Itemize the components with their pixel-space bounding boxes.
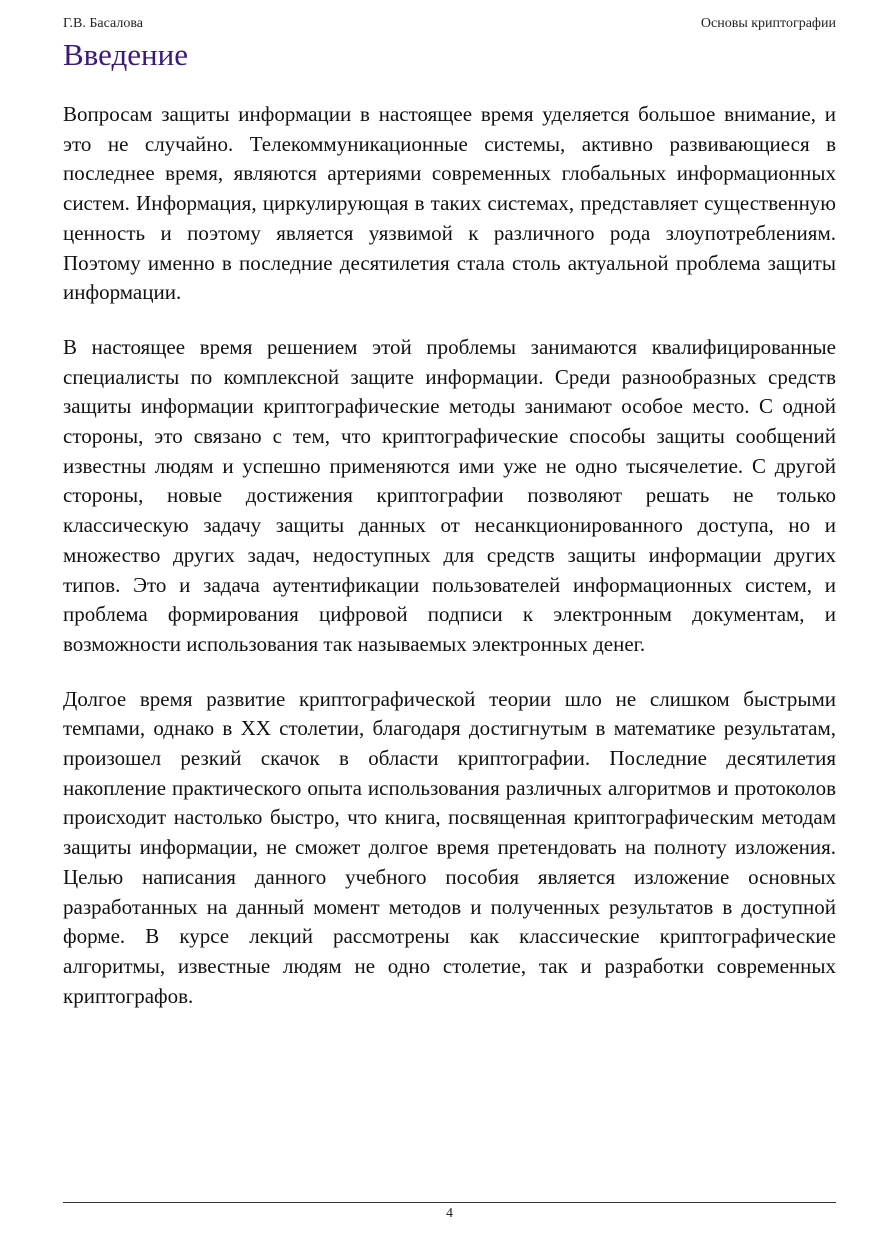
running-header (63, 16, 836, 36)
section-title: Введение (63, 37, 188, 72)
footer-divider (63, 1202, 836, 1203)
paragraph-2: В настоящее время решением этой проблемы занимаются квалифицированные специалисты по комплексной защите информации. Среди разнообразных средств защиты информации криптографические методы занимают особое место. С одной стороны, это связано с тем, что криптографические способы защиты сообщений известны людям и успешно применяются ими уже не одно тысячелетие. С другой стороны, новые достижения криптографии позволяют решать не только классическую задачу защиты данных от несанкционированного доступа, но и множество других задач, недоступных для средств защиты информации других типов. Это и задача аутентификации пользователей информационных систем, и проблема формирования цифровой подписи к электронным документам, и возможности использования так называемых электронных денег. (63, 334, 836, 656)
page-number: 4 (446, 1206, 453, 1221)
paragraph-3: Долгое время развитие криптографической теории шло не слишком быстрыми темпами, однако в XX столетии, благодаря достигнутым в математике результатам, произошел резкий скачок в области криптографии. Последние десятилетия накопление практического опыта использования различных алгоритмов и протоколов происходит настолько быстро, что книга, посвященная криптографическим методам защиты информации, не сможет долгое время претендовать на полноту изложения. Целью написания данного учебного пособия является изложение основных разработанных на данный момент методов и полученных результатов в доступной форме. В курсе лекций рассмотрены как классические криптографические алгоритмы, известные людям не одно столетие, так и разработки современных криптографов. (63, 686, 836, 1008)
header-author: Г.В. Басалова (63, 16, 143, 31)
paragraph-1: Вопросам защиты информации в настоящее время уделяется большое внимание, и это не случайно. Телекоммуникационные системы, активно развивающиеся в последнее время, являются артериями современных глобальных информационных систем. Информация, циркулирующая в таких системах, представляет существенную ценность и поэтому является уязвимой к различного рода злоупотреблениям. Поэтому именно в последние десятилетия стала столь актуальной проблема защиты информации. (63, 102, 836, 305)
header-book-title: Основы криптографии (700, 16, 836, 31)
body-text (63, 100, 836, 1036)
